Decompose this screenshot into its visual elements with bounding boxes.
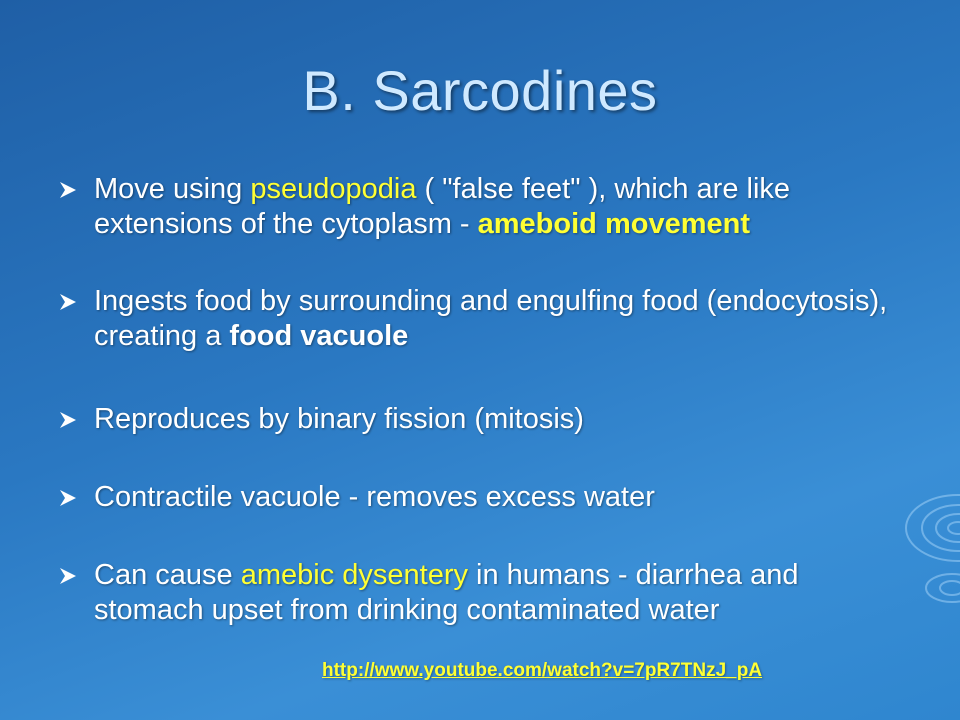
bullet-item — [58, 402, 888, 437]
bullet-item — [58, 480, 888, 515]
arrow-bullet-icon — [58, 181, 78, 199]
arrow-bullet-icon — [58, 567, 78, 585]
bullet-text-segment: in humans - diarrhea and stomach upset from drinking contaminated water — [94, 559, 799, 626]
bullet-text — [94, 172, 888, 242]
bullet-text-segment: Can cause — [94, 559, 241, 591]
highlight-term: amebic dysentery — [240, 559, 468, 591]
bullet-text — [94, 284, 888, 354]
slide-title: B. Sarcodines — [302, 59, 658, 122]
bullet-text-segment: Ingests food by surrounding and engulfing food (endocytosis), creating a — [94, 285, 888, 352]
highlight-term: ameboid movement — [477, 208, 750, 240]
arrow-bullet-icon — [58, 411, 78, 429]
bullet-text-segment: Contractile vacuole - removes excess water — [94, 481, 655, 513]
bullet-text — [94, 480, 888, 515]
youtube-link[interactable]: http://www.youtube.com/watch?v=7pR7TNzJ_pA — [322, 660, 763, 681]
bullet-text-segment: Reproduces by binary fission (mitosis) — [94, 403, 584, 435]
bullet-item — [58, 172, 888, 242]
bullet-text — [94, 402, 888, 437]
bullet-text — [94, 558, 888, 628]
bullet-text-segment: Move using — [94, 173, 251, 205]
highlight-term: pseudopodia — [250, 173, 417, 205]
bullet-item — [58, 558, 888, 628]
arrow-bullet-icon — [58, 489, 78, 507]
bold-term: food vacuole — [229, 320, 409, 352]
arrow-bullet-icon — [58, 293, 78, 311]
bullet-item — [58, 284, 888, 354]
bullet-text-segment: ( "false feet" ), which are like extensions of the cytoplasm - — [94, 173, 791, 240]
